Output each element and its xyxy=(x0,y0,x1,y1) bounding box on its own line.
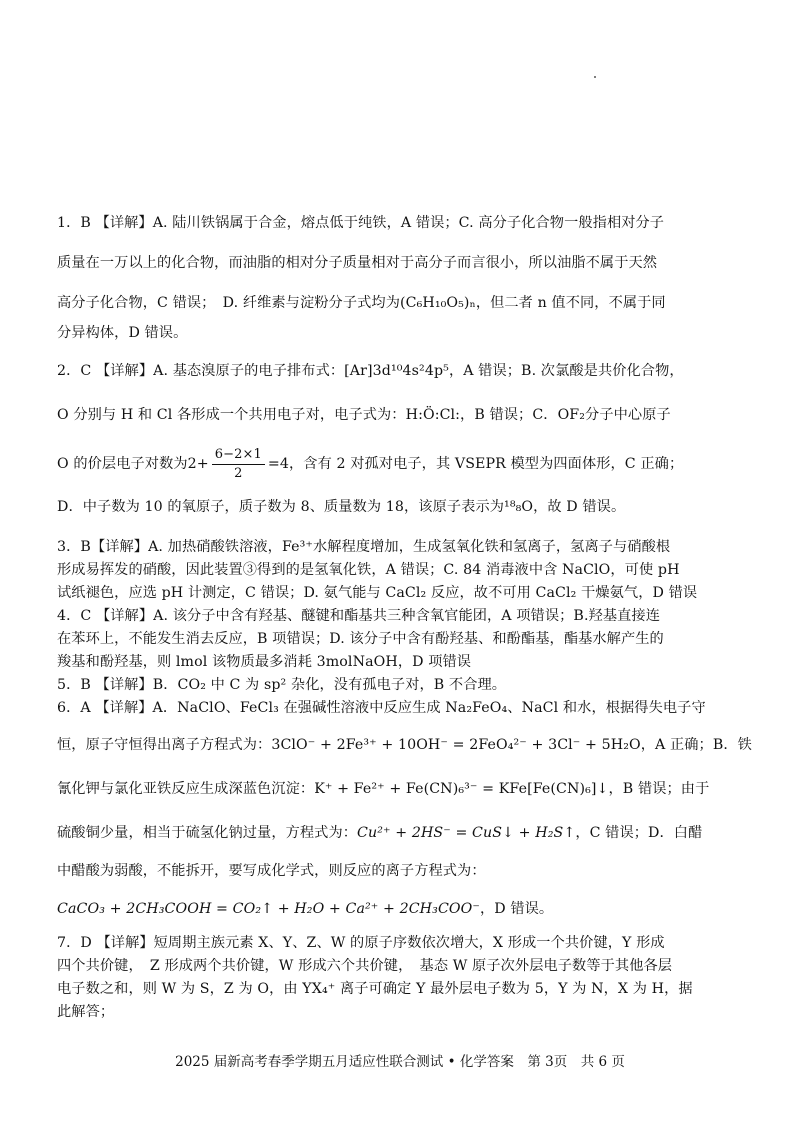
q6-line-2 xyxy=(57,730,769,760)
q2-line-4-text-b: ，故 D 错误。 xyxy=(533,499,626,515)
q1-formula-cellulose: (C₆H₁₀O₅)ₙ xyxy=(399,295,476,311)
q2-line-1 xyxy=(57,356,769,386)
q3-line-3: 试纸褪色，应选 pH 计测定，C 错误；D. 氨气能与 CaCl₂ 反应，故不可用 CaCl₂ 干燥氨气，D 错误 xyxy=(57,585,698,601)
q6-line-6-text-b: ，D 错误。 xyxy=(479,901,554,917)
q6-line-1: 6．A 【详解】A．NaClO、FeCl₃ 在强碱性溶液中反应生成 Na₂FeO₄、NaCl 和水，根据得失电子守 xyxy=(57,700,706,716)
q2-formula-electron: H:Ö:Cl: xyxy=(405,407,461,423)
q1-line-1: 1．B 【详解】A. 陆川铁锅属于合金，熔点低于纯铁，A 错误；C. 高分子化合物一般指相对分子 xyxy=(57,215,665,231)
q7-line-4: 此解答； xyxy=(57,1004,115,1020)
q2-line-2-text-c: 分子中心原子 xyxy=(585,407,671,423)
q2-line-4-text-a: D．中子数为 10 的氧原子，质子数为 8、质量数为 18，该原子表示为 xyxy=(57,499,505,515)
q7-line-3: 电子数之和，则 W 为 S，Z 为 O，由 YX₄⁺ 离子可确定 Y 最外层电子数为 5，Y 为 N，X 为 H，据 xyxy=(57,981,693,997)
q7-line-2: 四个共价键， Z 形成两个共价键，W 形成六个共价键， 基态 W 原子次外层电子数等于其他各层 xyxy=(57,958,673,974)
q1-line-3-text-a: 高分子化合物，C 错误； D. 纤维素与淀粉分子式均为 xyxy=(57,295,400,311)
q2-line-3 xyxy=(57,444,769,484)
q6-line-5: 中醋酸为弱酸，不能拆开，要写成化学式，则反应的离子方程式为： xyxy=(57,863,486,879)
q6-line-3-text-b: ，B 错误；由于 xyxy=(608,781,710,797)
q6-line-2-text-a: 恒，原子守恒得出离子方程式为： xyxy=(57,737,272,753)
q2-line-2-text-b: ，B 错误；C． xyxy=(460,407,558,423)
q2-fraction-numerator: 6−2×1 xyxy=(212,446,265,465)
q1-line-3-text-b: ，但二者 n 值不同，不属于同 xyxy=(475,295,666,311)
q6-line-4 xyxy=(57,818,769,848)
q1-line-2: 质量在一万以上的化合物，而油脂的相对分子质量相对于高分子而言很小，所以油脂不属于天然 xyxy=(57,255,658,271)
q4-line-1: 4．C 【详解】A. 该分子中含有羟基、醚键和酯基共三种含氧官能团，A 项错误；B.羟基直接连 xyxy=(57,608,660,624)
corner-mark xyxy=(594,76,596,78)
q1-line-3 xyxy=(57,288,769,318)
q2-line-2 xyxy=(57,400,769,430)
q1-line-4: 分异构体，D 错误。 xyxy=(57,325,188,341)
q2-formula-oxygen: ¹⁸₈O xyxy=(504,499,534,515)
q6-line-4-text-b: ，C 错误；D．白醋 xyxy=(575,825,703,841)
q5-line-1: 5．B 【详解】B．CO₂ 中 C 为 sp² 杂化，没有孤电子对，B 不合理。 xyxy=(57,677,507,693)
q6-formula-b: K⁺ + Fe²⁺ + Fe(CN)₆³⁻ = KFe[Fe(CN)₆]↓ xyxy=(314,781,609,797)
q6-formula-c: Cu²⁺ + 2HS⁻ = CuS↓ + H₂S↑ xyxy=(357,825,576,841)
q6-line-3 xyxy=(57,774,769,804)
q2-formula-config: [Ar]3d¹⁰4s²4p⁵ xyxy=(344,363,449,379)
q6-line-3-text-a: 氰化钾与氯化亚铁反应生成深蓝色沉淀： xyxy=(57,781,315,797)
q6-formula-d: CaCO₃ + 2CH₃COOH = CO₂↑ + H₂O + Ca²⁺ + 2CH₃COO⁻ xyxy=(57,901,480,917)
q2-formula-post: =4 xyxy=(267,456,290,472)
page-footer: 2025 届新高考春季学期五月适应性联合测试 • 化学答案 第 3页 共 6 页 xyxy=(175,1054,625,1070)
q6-formula-a: 3ClO⁻ + 2Fe³⁺ + 10OH⁻ = 2FeO₄²⁻ + 3Cl⁻ + 5H₂O xyxy=(271,737,641,753)
q6-line-4-text-a: 硫酸铜少量，相当于硫氢化钠过量，方程式为： xyxy=(57,825,358,841)
q6-line-2-text-b: ，A 正确；B．铁 xyxy=(640,737,752,753)
answer-content xyxy=(57,208,769,1024)
q2-formula-of2: OF₂ xyxy=(557,407,586,423)
q2-formula-pre: 2+ xyxy=(187,456,209,472)
q2-fraction xyxy=(212,446,265,483)
q3-line-1: 3．B【详解】A. 加热硝酸铁溶液，Fe³⁺水解程度增加，生成氢氧化铁和氢离子，氢离子与硝酸根 xyxy=(57,539,671,555)
q7-line-1: 7．D 【详解】短周期主族元素 X、Y、Z、W 的原子序数依次增大，X 形成一个共价键，Y 形成 xyxy=(57,935,665,951)
q2-line-4 xyxy=(57,492,769,522)
q3-line-2: 形成易挥发的硝酸，因此装置③得到的是氢氧化铁，A 错误；C. 84 消毒液中含 NaClO，可使 pH xyxy=(57,562,680,578)
q2-line-3-text-a: O 的价层电子对数为 xyxy=(57,456,188,472)
q2-fraction-denominator: 2 xyxy=(234,465,243,481)
q2-line-3-text-b: ，含有 2 对孤对电子，其 VSEPR 模型为四面体形，C 正确； xyxy=(289,456,684,472)
q4-line-3: 羧基和酚羟基，则 lmol 该物质最多消耗 3molNaOH，D 项错误 xyxy=(57,654,472,670)
q2-line-1-text-b: ，A 错误；B. 次氯酸是共价化合物， xyxy=(448,363,684,379)
q2-line-2-text-a: O 分别与 H 和 Cl 各形成一个共用电子对，电子式为： xyxy=(57,407,406,423)
q4-line-2: 在苯环上，不能发生消去反应，B 项错误；D. 该分子中含有酚羟基、和酚酯基，酯基水解产生的 xyxy=(57,631,664,647)
q6-line-6 xyxy=(57,894,769,924)
q2-line-1-text-a: 2．C 【详解】A. 基态溴原子的电子排布式： xyxy=(57,363,345,379)
